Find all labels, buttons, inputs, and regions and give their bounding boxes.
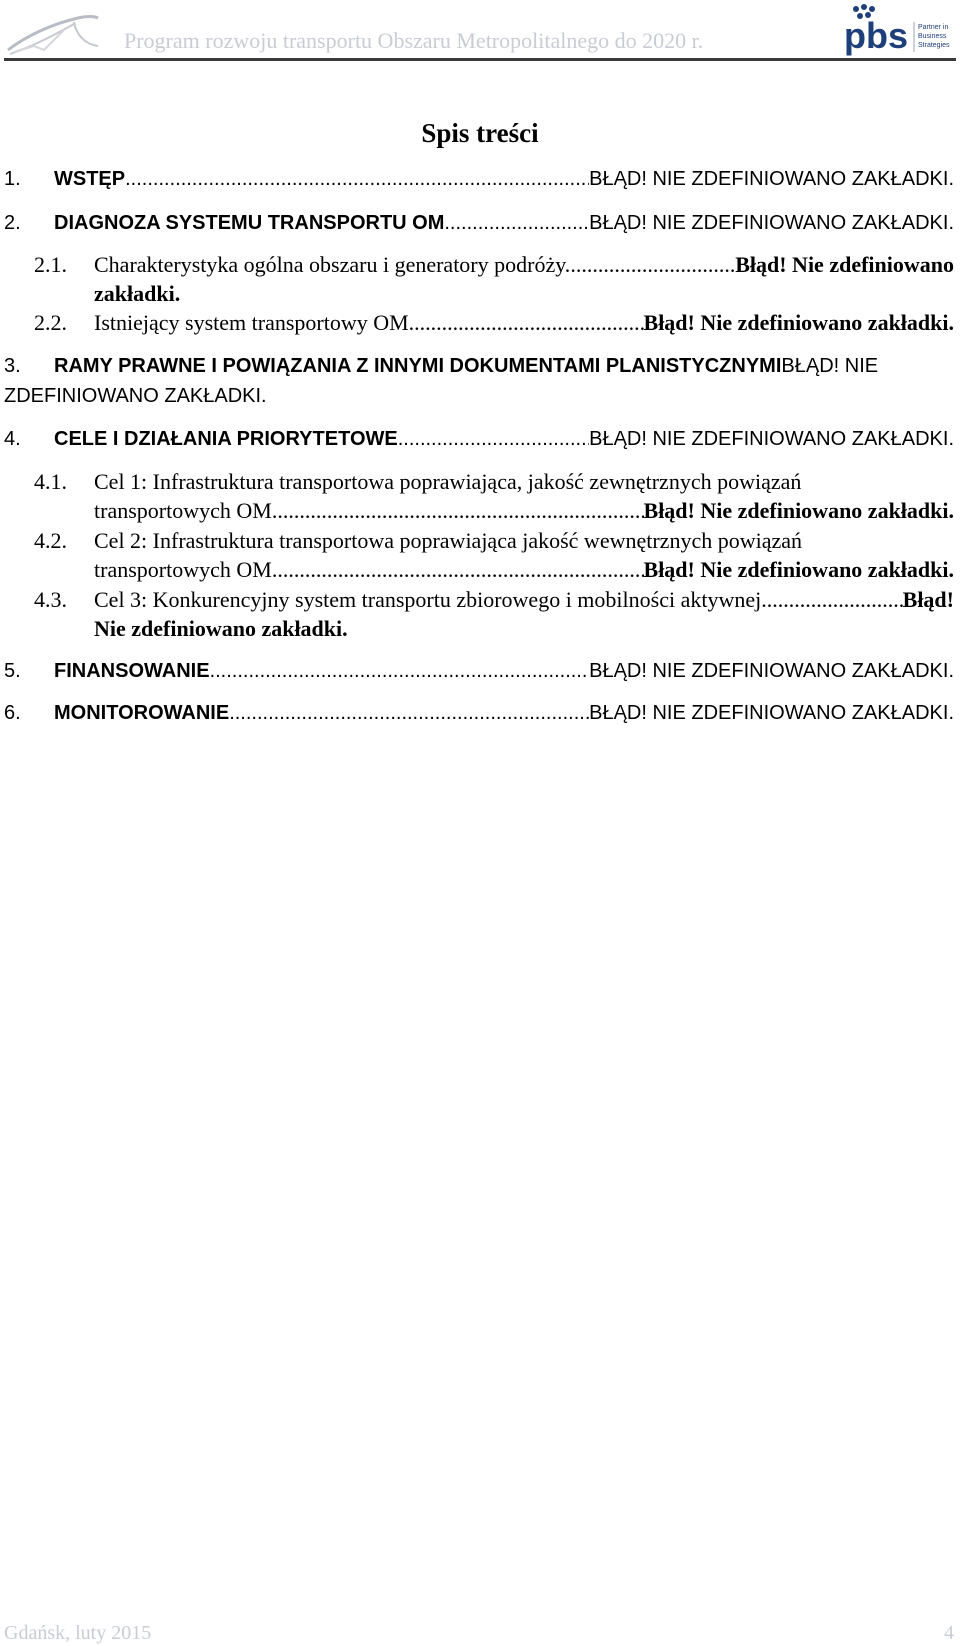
toc-entry-error: Błąd! Nie zdefiniowano zakładki.	[643, 557, 954, 582]
svg-text:pbs: pbs	[844, 15, 909, 56]
toc-entry-label: DIAGNOZA SYSTEMU TRANSPORTU OM	[54, 212, 445, 234]
toc-title: Spis treści	[421, 118, 539, 148]
svg-text:Partner in: Partner in	[918, 24, 949, 31]
toc-entry-error: BŁĄD! NIE ZDEFINIOWANO ZAKŁADKI.	[589, 702, 954, 724]
toc-entry-number: 6.	[4, 702, 21, 724]
pbs-logo-icon	[842, 2, 958, 58]
toc-entry-label-continuation: transportowych OM	[94, 498, 272, 523]
toc-entry-error-continuation: zakładki.	[94, 281, 181, 306]
toc-entry-label: MONITOROWANIE	[54, 702, 230, 724]
toc-entry-label: CELE I DZIAŁANIA PRIORYTETOWE	[54, 428, 398, 450]
toc-entry-error-continuation: Nie zdefiniowano zakładki.	[94, 616, 348, 641]
toc-entry-number: 5.	[4, 660, 21, 682]
toc-entry-number: 4.3.	[34, 587, 67, 612]
toc-leader-dots	[229, 702, 589, 725]
toc-leader-dots	[444, 212, 589, 235]
toc-leader-dots	[210, 660, 590, 683]
toc-entry-error-continuation: ZDEFINIOWANO ZAKŁADKI.	[4, 385, 267, 407]
toc-entry-error: BŁĄD! NIE	[781, 355, 879, 377]
toc-entry-label: RAMY PRAWNE I POWIĄZANIA Z INNYMI DOKUMENTAMI PLANISTYCZNYMI	[54, 355, 782, 377]
toc-leader-dots	[272, 498, 644, 524]
toc-entry-label: FINANSOWANIE	[54, 660, 210, 682]
toc-leader-dots	[398, 428, 589, 451]
toc-entry-number: 1.	[4, 168, 21, 190]
toc-leader-dots	[409, 310, 644, 336]
toc-entry-error: BŁĄD! NIE ZDEFINIOWANO ZAKŁADKI.	[589, 660, 954, 682]
header-divider	[4, 58, 956, 61]
toc-entry-error: BŁĄD! NIE ZDEFINIOWANO ZAKŁADKI.	[589, 212, 954, 234]
toc-leader-dots	[761, 587, 902, 613]
toc-entry-number: 2.2.	[34, 310, 67, 335]
page-header	[0, 0, 960, 62]
toc-leader-dots	[272, 557, 644, 583]
toc-entry-number: 4.2.	[34, 528, 67, 553]
toc-entry-label: Charakterystyka ogólna obszaru i generatory podróży.	[94, 252, 571, 277]
toc-leader-dots	[570, 252, 735, 278]
svg-text:Business: Business	[918, 33, 947, 40]
document-running-title: Program rozwoju transportu Obszaru Metropolitalnego do 2020 r.	[124, 28, 704, 53]
toc-entry-error: BŁĄD! NIE ZDEFINIOWANO ZAKŁADKI.	[589, 168, 954, 190]
page-number: 4	[944, 1622, 954, 1644]
toc-entry-error: BŁĄD! NIE ZDEFINIOWANO ZAKŁADKI.	[589, 428, 954, 450]
toc-entry-label: Cel 2: Infrastruktura transportowa poprawiająca jakość wewnętrznych powiązań	[94, 528, 802, 553]
toc-entry-error: Błąd! Nie zdefiniowano zakładki.	[643, 310, 954, 335]
toc-entry-error: Błąd! Nie zdefiniowano	[735, 252, 954, 277]
toc-entry-number: 3.	[4, 355, 21, 377]
toc-leader-dots	[125, 168, 589, 191]
toc-entry-label-continuation: transportowych OM	[94, 557, 272, 582]
toc-entry-error: Błąd! Nie zdefiniowano zakładki.	[643, 498, 954, 523]
toc-entry-label: WSTĘP	[54, 168, 126, 190]
footer-place-date: Gdańsk, luty 2015	[4, 1622, 152, 1644]
toc-entry-label: Cel 3: Konkurencyjny system transportu zbiorowego i mobilności aktywnej	[94, 587, 762, 612]
toc-entry-number: 2.1.	[34, 252, 67, 277]
toc-entry-label: Istniejący system transportowy OM	[94, 310, 409, 335]
svg-text:Strategies: Strategies	[918, 42, 950, 49]
toc-entry-number: 4.1.	[34, 469, 67, 494]
toc-entry-error: Błąd!	[902, 587, 954, 612]
toc-entry-number: 4.	[4, 428, 21, 450]
toc-entry-label: Cel 1: Infrastruktura transportowa poprawiająca, jakość zewnętrznych powiązań	[94, 469, 802, 494]
metropolitan-logo-icon	[4, 6, 100, 56]
toc-entry-number: 2.	[4, 212, 21, 234]
